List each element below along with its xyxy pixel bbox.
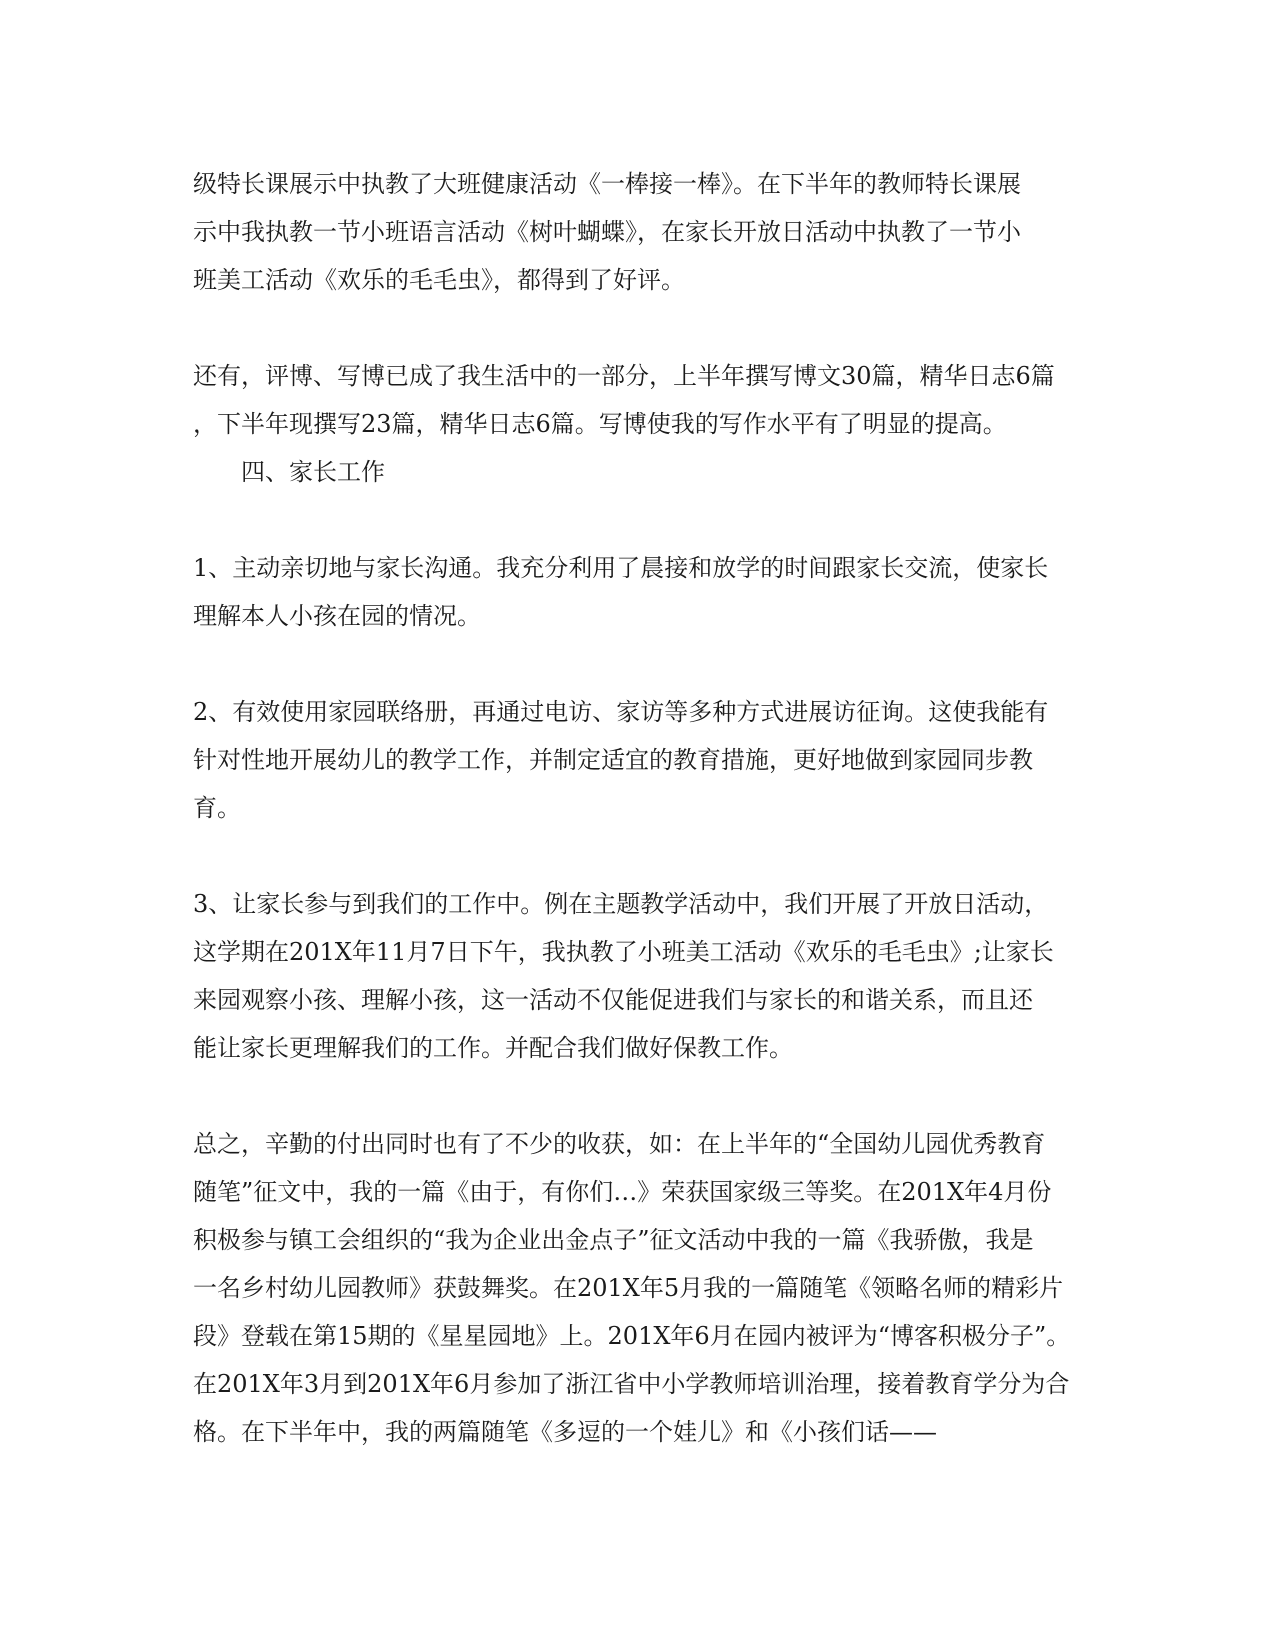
paragraph-item-3-parent-participation	[193, 880, 1083, 1072]
text-line: 2、有效使用家园联络册，再通过电访、家访等多种方式进展访征询。这使我能有	[193, 698, 1049, 726]
text-line: 1、主动亲切地与家长沟通。我充分利用了晨接和放学的时间跟家长交流，使家长	[193, 554, 1049, 582]
text-line: 来园观察小孩、理解小孩，这一活动不仅能促进我们与家长的和谐关系，而且还	[193, 986, 1033, 1014]
text-line: 积极参与镇工会组织的“我为企业出金点子”征文活动中我的一篇《我骄傲，我是	[193, 1226, 1034, 1254]
text-line: 示中我执教一节小班语言活动《树叶蝴蝶》，在家长开放日活动中执教了一节小	[193, 218, 1021, 246]
document-body	[193, 160, 1083, 1456]
text-line: 还有，评博、写博已成了我生活中的一部分，上半年撰写博文30篇，精华日志6篇	[193, 362, 1055, 390]
text-line: 级特长课展示中执教了大班健康活动《一棒接一棒》。在下半年的教师特长课展	[193, 170, 1021, 198]
text-line: 能让家长更理解我们的工作。并配合我们做好保教工作。	[193, 1034, 793, 1062]
paragraph-blogging	[193, 352, 1083, 448]
paragraph-special-lessons	[193, 160, 1083, 304]
text-line: 班美工活动《欢乐的毛毛虫》，都得到了好评。	[193, 266, 685, 294]
text-line: 随笔”征文中，我的一篇《由于，有你们…》荣获国家级三等奖。在201X年4月份	[193, 1178, 1052, 1206]
section-heading-parent-work	[193, 448, 1083, 496]
text-line: ，下半年现撰写23篇，精华日志6篇。写博使我的写作水平有了明显的提高。	[193, 410, 1007, 438]
paragraph-item-1-communication	[193, 544, 1083, 640]
text-line: 育。	[193, 794, 241, 822]
text-line: 格。在下半年中，我的两篇随笔《多逗的一个娃儿》和《小孩们话——	[193, 1418, 937, 1446]
text-line: 一名乡村幼儿园教师》获鼓舞奖。在201X年5月我的一篇随笔《领略名师的精彩片	[193, 1274, 1064, 1302]
paragraph-summary-achievements	[193, 1120, 1083, 1456]
text-line: 针对性地开展幼儿的教学工作，并制定适宜的教育措施，更好地做到家园同步教	[193, 746, 1033, 774]
text-line: 总之，辛勤的付出同时也有了不少的收获，如：在上半年的“全国幼儿园优秀教育	[193, 1130, 1046, 1158]
text-line: 3、让家长参与到我们的工作中。例在主题教学活动中，我们开展了开放日活动，	[193, 890, 1049, 918]
text-line: 理解本人小孩在园的情况。	[193, 602, 481, 630]
text-line: 段》登载在第15期的《星星园地》上。201X年6月在园内被评为“博客积极分子”。	[193, 1322, 1071, 1350]
text-line: 在201X年3月到201X年6月参加了浙江省中小学教师培训治理，接着教育学分为合	[193, 1370, 1070, 1398]
heading-text: 四、家长工作	[241, 458, 385, 486]
text-line: 这学期在201X年11月7日下午，我执教了小班美工活动《欢乐的毛毛虫》;让家长	[193, 938, 1054, 966]
paragraph-item-2-contact-book	[193, 688, 1083, 832]
